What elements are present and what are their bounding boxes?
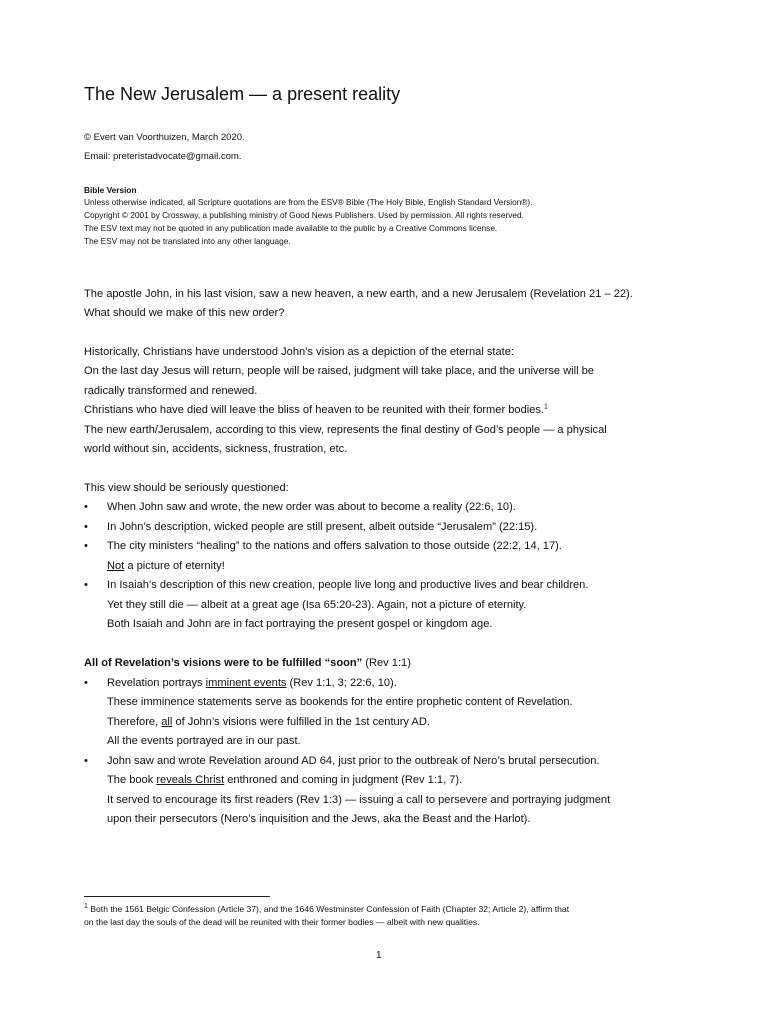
- list-item-continuation: Therefore, all of John’s visions were fulfilled in the 1st century AD.: [107, 716, 430, 728]
- historical-line: world without sin, accidents, sickness, frustration, etc.: [84, 443, 348, 455]
- list-item: In John’s description, wicked people are still present, albeit outside “Jerusalem” (22:15).: [107, 521, 538, 533]
- historical-line: The new earth/Jerusalem, according to this view, represents the final destiny of God’s people — a physical: [84, 424, 607, 436]
- list-item-continuation: These imminence statements serve as bookends for the entire prophetic content of Revelation.: [107, 696, 573, 708]
- list-item-continuation: Yet they still die — albeit at a great age (Isa 65:20-23). Again, not a picture of eternity.: [107, 599, 527, 611]
- intro-line: What should we make of this new order?: [84, 307, 285, 319]
- historical-line: Christians who have died will leave the bliss of heaven to be reunited with their former bodies.$^1$: [84, 403, 548, 416]
- bible-version-heading: Bible Version: [84, 185, 137, 195]
- page-number: 1: [376, 950, 382, 961]
- bible-version-line: The ESV text may not be quoted in any publication made available to the public by a Creative Commons license.: [84, 223, 498, 233]
- bullet-marker: •: [84, 521, 88, 533]
- list-item-continuation: Not a picture of eternity!: [107, 560, 225, 572]
- historical-line: Historically, Christians have understood John’s vision as a depiction of the eternal state:: [84, 346, 515, 358]
- copyright-line: © Evert van Voorthuizen, March 2020.: [84, 132, 245, 143]
- list-item: In Isaiah’s description of this new creation, people live long and productive lives and bear children.: [107, 579, 589, 591]
- historical-line: On the last day Jesus will return, people will be raised, judgment will take place, and the universe will be: [84, 365, 594, 377]
- list-item: Revelation portrays imminent events (Rev 1:1, 3; 22:6, 10).: [107, 677, 397, 689]
- bullet-marker: •: [84, 579, 88, 591]
- list-item: John saw and wrote Revelation around AD 64, just prior to the outbreak of Nero’s brutal persecution.: [107, 755, 600, 767]
- footnote-reference[interactable]: 1: [544, 403, 548, 411]
- intro-line: The apostle John, in his last vision, saw a new heaven, a new earth, and a new Jerusalem (Revelation 21 – 22).: [84, 288, 633, 300]
- question-intro: This view should be seriously questioned:: [84, 482, 289, 494]
- historical-line: radically transformed and renewed.: [84, 385, 258, 397]
- list-item-continuation: Both Isaiah and John are in fact portraying the present gospel or kingdom age.: [107, 618, 493, 630]
- footnote-separator: [84, 896, 270, 897]
- bullet-marker: •: [84, 677, 88, 689]
- bible-version-line: Copyright © 2001 by Crossway, a publishing ministry of Good News Publishers. Used by permission. All rights reserved.: [84, 210, 524, 220]
- list-item-continuation: The book reveals Christ enthroned and coming in judgment (Rev 1:1, 7).: [107, 774, 463, 786]
- footnote-line: $^1$ Both the 1561 Belgic Confession (Article 37), and the 1646 Westminster Confession of Faith (Chapter 32; Article 2), affirm that: [84, 903, 570, 914]
- list-item: When John saw and wrote, the new order was about to become a reality (22:6, 10).: [107, 501, 516, 513]
- list-item: The city ministers “healing” to the nations and offers salvation to those outside (22:2, 14, 17).: [107, 540, 562, 552]
- bullet-marker: •: [84, 755, 88, 767]
- bible-version-line: Unless otherwise indicated, all Scripture quotations are from the ESV® Bible (The Holy Bible, English Standard Version®).: [84, 197, 533, 207]
- section-heading: All of Revelation’s visions were to be fulfilled “soon” (Rev 1:1): [84, 657, 411, 669]
- list-item-continuation: All the events portrayed are in our past.: [107, 735, 301, 747]
- footnote-line: on the last day the souls of the dead will be reunited with their former bodies — albeit with new qualities.: [84, 917, 480, 927]
- list-item-continuation: It served to encourage its first readers (Rev 1:3) — issuing a call to persevere and portraying judgment: [107, 794, 611, 806]
- email-line: Email: preteristadvocate@gmail.com.: [84, 151, 242, 162]
- bible-version-line: The ESV may not be translated into any other language.: [84, 236, 291, 246]
- document-title: The New Jerusalem — a present reality: [84, 84, 401, 104]
- list-item-continuation: upon their persecutors (Nero’s inquisition and the Jews, aka the Beast and the Harlot).: [107, 813, 531, 825]
- bullet-marker: •: [84, 501, 88, 513]
- bullet-marker: •: [84, 540, 88, 552]
